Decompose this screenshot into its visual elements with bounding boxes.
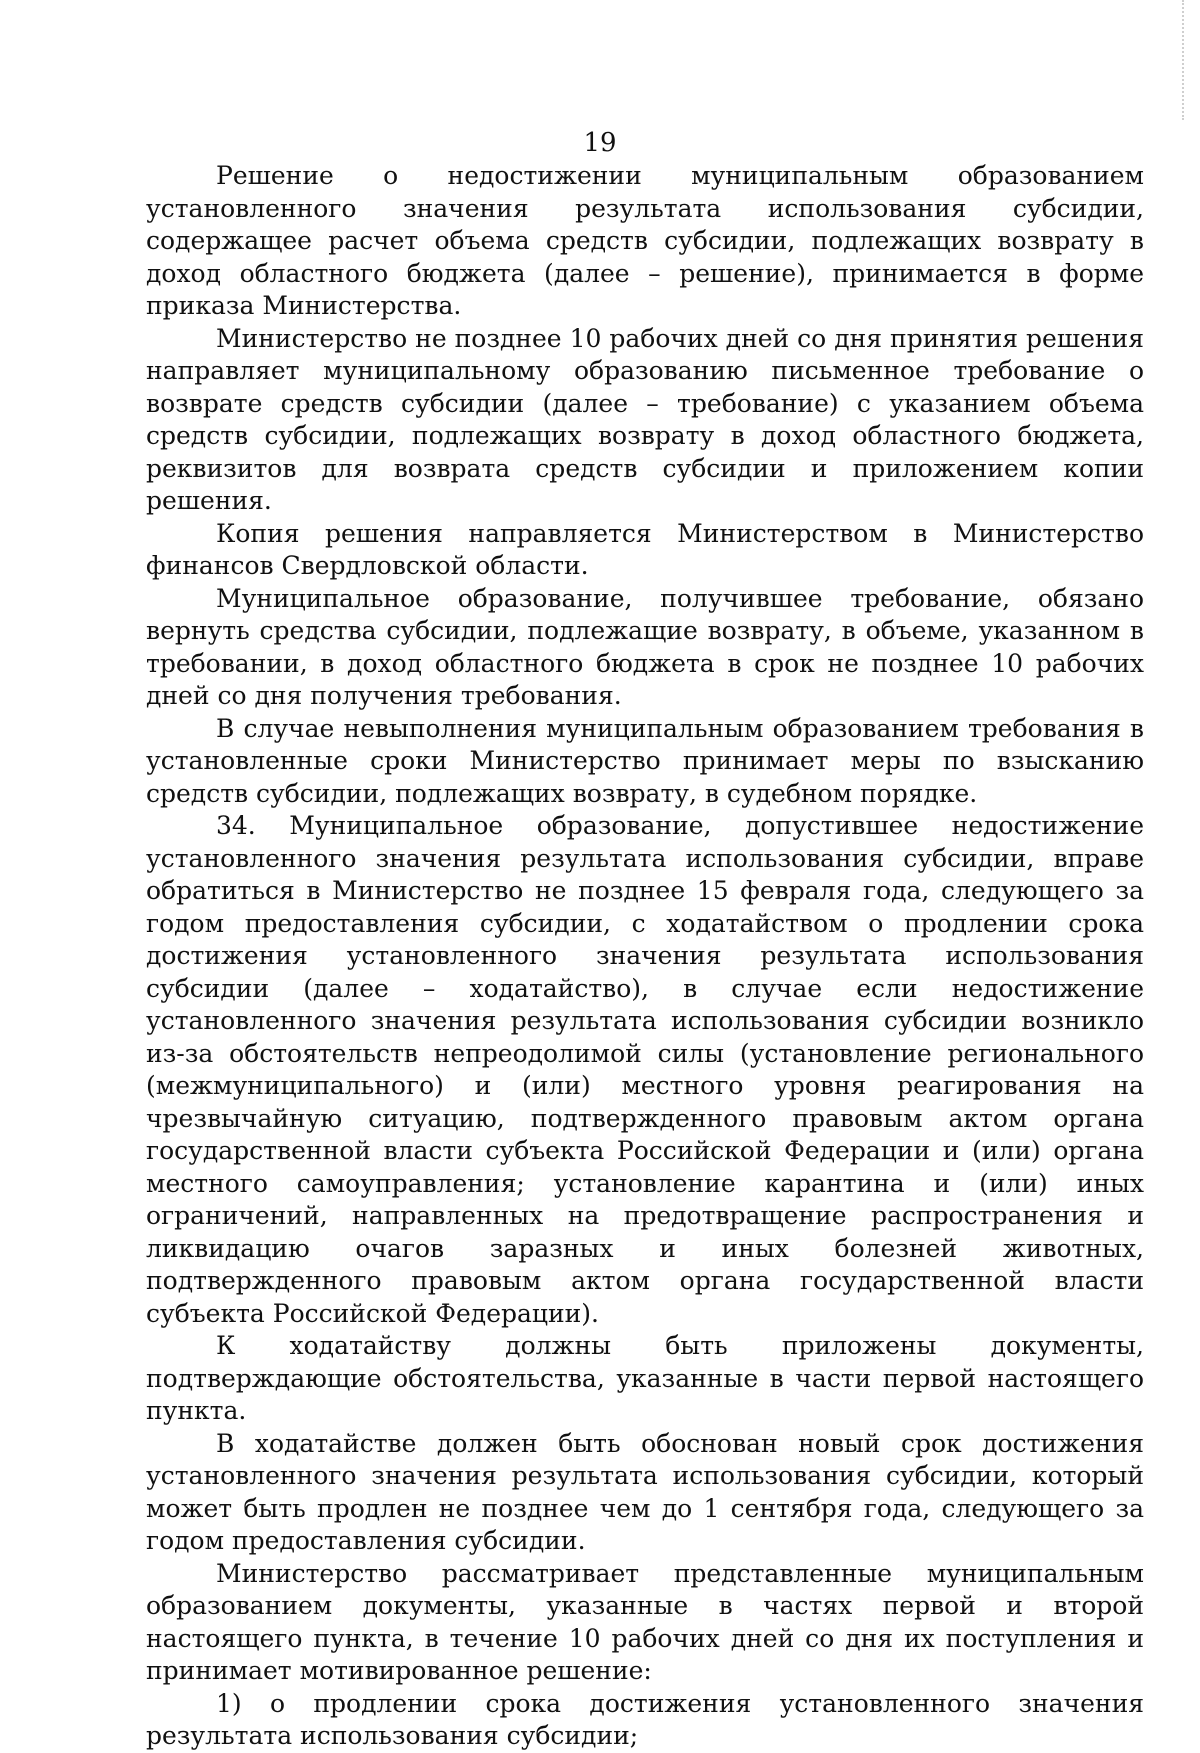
paragraph: Решение о недостижении муниципальным образованием установленного значения результата использования субсидии, содержащее расчет объема средств субсидии, подлежащих возврату в доход областного бюджета (далее – решение), принимается в форме приказа Министерства.	[146, 161, 1144, 320]
scan-edge-mark	[1182, 0, 1186, 120]
page-number: 19	[583, 128, 617, 158]
paragraph: Министерство рассматривает представленные муниципальным образованием документы, указанные в частях первой и второй настоящего пункта, в течение 10 рабочих дней со дня их поступления и принимает мотивированное решение:	[146, 1558, 1144, 1685]
paragraph: В случае невыполнения муниципальным образованием требования в установленные сроки Министерство принимает меры по взысканию средств субсидии, подлежащих возврату, в судебном порядке.	[146, 713, 1144, 808]
paragraph: Министерство не позднее 10 рабочих дней со дня принятия решения направляет муниципальному образованию письменное требование о возврате средств субсидии (далее – требование) с указанием объема средств субсидии, подлежащих возврату в доход областного бюджета, реквизитов для возврата средств субсидии и приложением копии решения.	[146, 323, 1144, 515]
paragraph: 34. Муниципальное образование, допустившее недостижение установленного значения результата использования субсидии, вправе обратиться в Министерство не позднее 15 февраля года, следующего за годом предоставления субсидии, с ходатайством о продлении срока достижения установленного значения результата использования субсидии (далее – ходатайство), в случае если недостижение установленного значения результата использования субсидии возникло из-за обстоятельств непреодолимой силы (установление регионального (межмуниципального) и (или) местного уровня реагирования на чрезвычайную ситуацию, подтвержденного правовым актом органа государственной власти субъекта Российской Федерации и (или) органа местного самоуправления; установление карантина и (или) иных ограничений, направленных на предотвращение распространения и ликвидацию очагов заразных и иных болезней животных, подтвержденного правовым актом органа государственной власти субъекта Российской Федерации).	[146, 811, 1144, 1328]
document-body	[146, 160, 1144, 1753]
paragraph: К ходатайству должны быть приложены документы, подтверждающие обстоятельства, указанные в части первой настоящего пункта.	[146, 1331, 1144, 1425]
paragraph: В ходатайстве должен быть обоснован новый срок достижения установленного значения результата использования субсидии, который может быть продлен не позднее чем до 1 сентября года, следующего за годом предоставления субсидии.	[146, 1428, 1144, 1555]
paragraph: Копия решения направляется Министерством в Министерство финансов Свердловской области.	[146, 518, 1144, 580]
paragraph: Муниципальное образование, получившее требование, обязано вернуть средства субсидии, подлежащие возврату, в объеме, указанном в требовании, в доход областного бюджета в срок не позднее 10 рабочих дней со дня получения требования.	[146, 583, 1144, 710]
paragraph: 1) о продлении срока достижения установленного значения результата использования субсидии;	[146, 1688, 1144, 1750]
